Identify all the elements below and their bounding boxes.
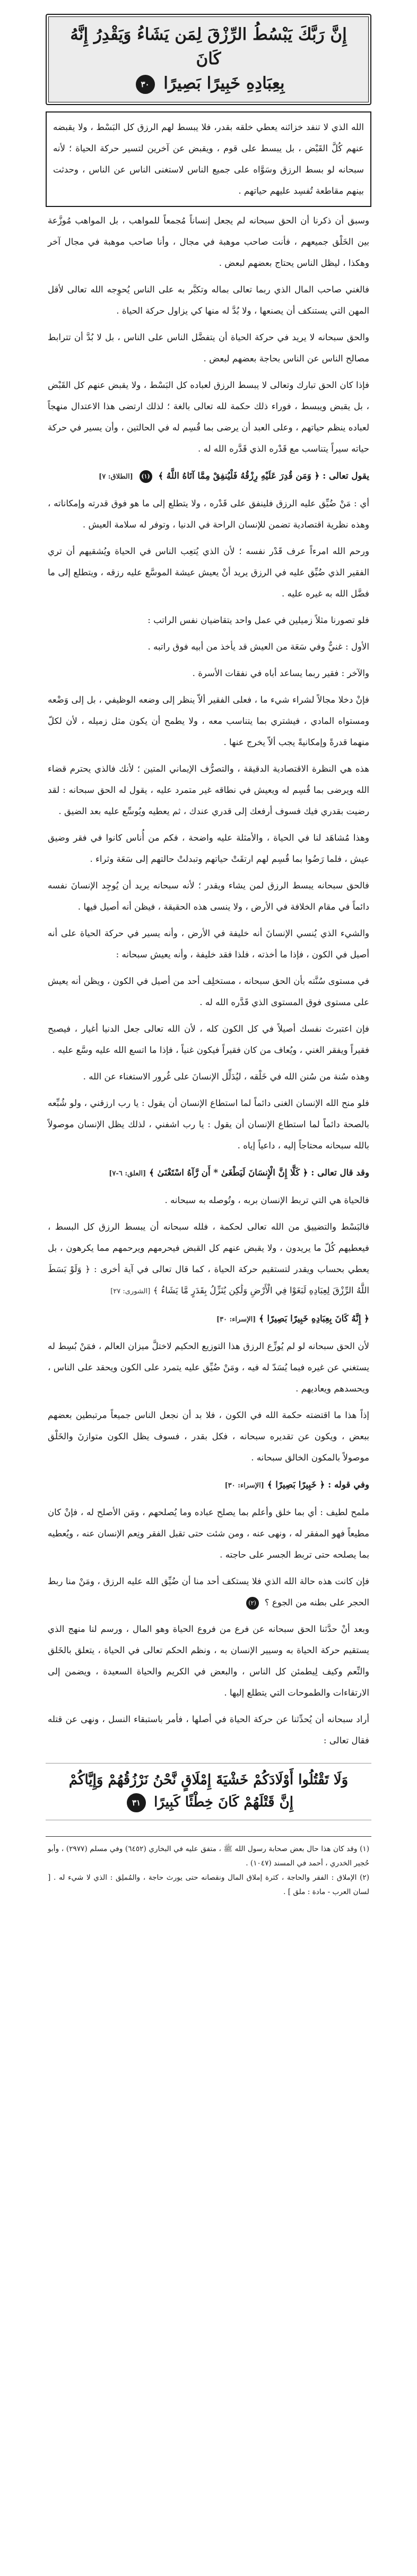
paragraph: والشيء الذي يُنسي الإنسانَ أنه خليفة في الأرض ، وأنه يسير في حركة الحياة على أنه أصيل في الكون ، فإذا ما أخذته ، فلذا فقد خليفة ، وأنه يعيش سبحانه : [48,928,369,959]
quran-quote-khabir [46,1474,371,1497]
paragraph-text: فالبَسْط والتضييق من الله تعالى لحكمة ، فلله سبحانه أن يبسط الرزق كل البسط ، فيعطيهم كُلّ ما يريدون ، ولا يقبض عنهم كل القبض فيحرمهم ويرحمهم مما يكرهون ، بل يعطي بحساب ويقدر لتستقيم حركة الحياة ، كما قال تعالى في آية أخرى : ﴿ وَلَوْ بَسَطَ اللَّهُ الرِّزْقَ لِعِبَادِهِ لَبَغَوْا فِي الْأَرْضِ وَلَٰكِن يُنَزِّلُ بِقَدَرٍ مَّا يَشَاءُ ﴾ [48,1222,369,1295]
footnote: (٢) الإملاق : الفقر والحاجة ، كثرة إملاق المال ونقصانه حتى يورث حاجة ، والمُملِق : الذي لا شيء له . [ لسان العرب - مادة : ملق ] . [48,1873,369,1896]
footnote-marker: (٢) [246,1597,259,1610]
surah-reference: [العلق: ٦-٧] [109,1170,146,1178]
paragraph: أراد سبحانه أن يُحدِّثنا عن حركة الحياة في أصلها ، فأمر باستبقاء النسل ، ونهى عن قتله فقال تعالى : [48,1714,369,1745]
paragraph: فلو منح الله الإنسان الغنى دائماً لما استطاع الإنسان أن يقول : يا رب ارزقني ، ولو شُبِّعه بالصحة دائماً لما استطاع الإنسان أن يقول : يا رب اشفني ، لذلك يظل الإنسان موصولاً بالله سبحانه محتاجاً إليه ، داعياً إياه . [48,1098,369,1151]
paragraph: وبعد أنْ حدَّثنا الحق سبحانه عن فرع من فروع الحياة وهو المال ، ورسم لنا منهج الذي يستقيم حركة الحياة به وسيير الإنسان به ، ونظم الحكم تعالى في الحياة ، يتعلق بالخَلق والنِّعم وكيف لِيطمئن كل الناس ، والبعض في الكريم والحياة السعيدة ، ويضمن إلى الارتقاءات والطموحات التي يتطلع إليها . [48,1624,369,1698]
paragraph: في مستوى سُنَّته بأن الحق سبحانه ، مستخلِف أحد من أصيل في الكون ، ويظن أنه يعيش على مستوى فوق المستوى الذي قَدَّره الله له . [48,976,369,1007]
footnote-divider [46,1836,371,1837]
paragraph: ملمح لطيف : أي بما خلق وأعلم بما يصلح عباده وما يُصلحهم ، ومَن الأصلح له ، فإنْ كان مطيعاً فهو المفقر له ، ونهى عنه ، ومن شئت حتى تقبل الفقر ونِعم الإنسان عنه ، ويُعطيه بما يصلحه حتى تربط الجسر على حاجته . [48,1507,369,1560]
surah-reference: [الشورى: ٢٧] [110,1287,151,1295]
paragraph: ورحم الله امرءاً عرف قَدْر نفسه ؛ لأن الذي يُتعِب الناس في الحياة ويُشقيهم أن تري الفقير الذي ضُيِّق عليه في الرزق يريد أنْ يعيش عيشة الموسَّع عليه رزقه ، ويتطلع إلى ما فضَّل الله به غيره عليه . [48,546,369,599]
quran-quote-talaq [46,465,371,488]
paragraph-intro: الله الذي لا تنفد خزائنه يعطي خلقه بقدر، فلا يبسط لهم الرزق كل البَسْط ، ولا يقبضه عنهم كُلَّ القَبْض ، بل يبسط على قوم ، ويقبض عن آخرين لتسير حركة الحياة ؛ لأنه سبحانه لو بسط الرزق وسَوَّاه على جميع الناس لاستغنى الناس عن الناس ، وحدثت بينهم مقاطعة تُفسِد عليهم حياتهم . [53,122,364,196]
paragraph: إذاً هذا ما اقتضته حكمة الله في الكون ، فلا بد أن نجعل الناس جميعاً مرتبطين بعضهم ببعض ، ويكون عن تقديره سبحانه ، فكل بقدر ، فسوف يظل الكون متوازنَ والخَلْق موصولاً بالمكون الخالق سبحانه . [48,1410,369,1463]
paragraph-with-footnote [46,1571,371,1613]
quote-text: وقد قال تعالى : ﴿ كَلَّا إِنَّ الْإِنسَانَ لَيَطْغَىٰ * أَن رَّآهُ اسْتَغْنَىٰ ﴾ [149,1167,369,1178]
closing-verse [46,1763,371,1820]
paragraph: فالحياة هي التي تربط الإنسان بربه ، وتُوصله به سبحانه . [164,1195,369,1205]
header-verse-banner [46,14,371,105]
footnotes [46,1842,371,1899]
paragraph: وسبق أن ذكرنا أن الحق سبحانه لم يجعل إنساناً مُجمعاً للمواهب ، بل المواهب مُوزَّعة بين الخَلْق جميعهم ، فأنت صاحب موهبة في مجال ، وأنا صاحب موهبة في مجال آخر وهكذا ، ليظل الناس يحتاج بعضهم لبعض . [48,215,369,268]
paragraph: وهذا مُشاهَد لنا في الحياة ، والأمثلة عليه واضحة ، فكم من أُناس كانوا في فقر وضيق عيش ، فلما رَضُوا بما قُسِم لهم ارتقَتْ حياتهم وتبدلتْ حالتهم إلى سَعَة وثراء . [48,833,369,864]
quote-text: وفي قوله : ﴿ خَبِيرًا بَصِيرًا ﴾ [267,1479,369,1490]
closing-verse-line-2 [46,1791,371,1813]
paragraph: فإنْ دخلا مجالاً لشراء شيء ما ، فعلى الفقير ألاّ ينظر إلى وضعه الوظيفي ، بل إلى وَضْعه ومستواه المادي ، فيشتري بما يتناسب معه ، ولا يطمح أن يكون مثل زميله ، لأن لكلّ منهما قدرةً وإمكانيةً يجب ألاّ يخرج عنها . [48,695,369,747]
paragraph: فالغني صاحب المال الذي ربما تعالى بماله وتكبَّر به على الناس يُحوِجه الله تعالى لأقل المهن التي يستنكف أن يصنعها ، ولا بُدَّ له منها كي يزاول حركة الحياة . [48,284,369,316]
surah-reference: [الطلاق: ٧] [99,473,133,481]
paragraph: فلو تصورنا مثلاً زميلين في عمل واحد يتقاضيان نفس الراتب : [147,615,369,625]
surah-reference: [الإسراء: ٣٠] [216,1316,256,1324]
paragraph: والآخر : فقير ربما يساعد أباه في نفقات الأسرة . [192,668,369,678]
quran-quote-alaq [46,1162,371,1185]
paragraph-text: فإن كانت هذه حالة الله الذي فلا يستكف أحد منا أن ضُيِّق الله عليه الرزق ، ومَنْ منا ربط الحجر على بطنه من الجوع ؟ [48,1576,369,1607]
quote-text: يقول تعالى : ﴿ وَمَن قُدِرَ عَلَيْهِ رِزْقُهُ فَلْيُنفِقْ مِمَّا آتَاهُ اللَّهُ ﴾ [158,470,369,481]
ayah-number-badge: ٣٠ [136,75,155,94]
paragraph: الأول : غنيٌّ وفي سَعَة من العيش قد يأخذ من أبيه فوق راتبه . [147,642,369,652]
paragraph: والحق سبحانه لا يريد في حركة الحياة أن يتفضَّل الناس على الناس ، بل لا بُدَّ أن تترابط مصالح الناس عن الناس بحاجة بعضهم لبعض . [48,332,369,364]
paragraph-with-quote [46,1216,371,1302]
paragraph: فإن اعتبرتَ نفسك أصيلاً في كل الكون كله ، لأن الله تعالى جعل الدنيا أغيار ، فيصبح فقيراً ويفقر الغني ، ويُعاف من كان فقيراً فيكون غنياً ، فإذا ما اتسع الله عليه وسَّع عليه . [48,1024,369,1055]
closing-verse-line-1: وَلَا تَقْتُلُوا أَوْلَادَكُمْ خَشْيَةَ إِمْلَاقٍ نَّحْنُ نَرْزُقُهُمْ وَإِيَّاكُمْ [68,1772,349,1788]
header-verse-line-2 [59,71,358,96]
quote-text: ﴿ إِنَّهُ كَانَ بِعِبَادِهِ خَبِيرًا بَصِيرًا ﴾ [259,1313,369,1324]
paragraph: فالحق سبحانه يبسط الرزق لمن يشاء ويقدر ؛ لأنه سبحانه يريد أن يُوجِد الإنسانَ نفسه دائماً في مقام الخلافة في الأرض ، ولا ينسى هذه الحقيقة ، فيظن أنه أصيل فيها . [48,880,369,912]
paragraph: وهذه سُنة من سُنن الله في خَلْقه ، ليُدَلِّل الإنسانَ على غُرور الاستغناء عن الله . [83,1071,369,1082]
paragraph: لأن الحق سبحانه لو لم يُوزِّع الرزق هذا التوزيع الحكيم لاختلَّ ميزان العالم ، فمَنْ بُسِط له يستغني عن غيره فيما يُسَدّ له فيه ، ومَنْ ضُيِّق عليه يتمرد على الكون ويحقد على الناس ، ويحسدهم ويعاديهم . [48,1341,369,1394]
closing-verse-line-2-text: إِنَّ قَتْلَهُمْ كَانَ خِطْئًا كَبِيرًا [154,1794,293,1810]
footnote: (١) وقد كان هذا حال بعض صحابة رسول الله ﷺ ، متفق عليه في البخاري (٦٤٥٢) وفي مسلم (٢٩٧٧) ، وأبو حُجير الخدري ، أحمد في المسند (١٠٤٧) . [48,1845,370,1868]
header-verse-line-2-text: بِعِبَادِهِ خَبِيرًا بَصِيرًا [163,74,285,93]
ayah-number-badge: ٣١ [127,1793,146,1812]
surah-reference: [الإسراء: ٣٠] [224,1482,264,1490]
footnote-marker: (١) [140,470,152,483]
quran-quote-isra [46,1308,371,1330]
header-verse-line-1: إِنَّ رَبَّكَ يَبْسُطُ الرِّزْقَ لِمَن يَشَاءُ وَيَقْدِرُ إِنَّهُ كَانَ [70,25,347,68]
paragraph: فإذا كان الحق تبارك وتعالى لا يبسط الرزق لعباده كل البَسْط ، ولا يقبض عنهم كل القَبْض ، بل يقبض ويبسط ، فوراء ذلك حكمة لله تعالى بالغة ؛ لذلك ارتضى هذا الاعتدال منهجاً لعباده ينظم حياتهم ، وعلى العبد أن يرضى بما قُسِم له في الحالتين ، وأن يسير في حركة حياته سيراً يتناسب مع قَدْره الذي قَدَّره الله له . [48,380,369,454]
paragraph: هذه هي النظرة الاقتصادية الدقيقة ، والتصرُّف الإيماني المتين ؛ لأنك فالذي يحترم قضاء الله ويرضى بما قُسِم له ويعيش في نطاقه غير متمرد عليه ، يقول له الحق سبحانه : لقد رضيت بقدري فيك فسوف أرفعك إلى قدري عندك ، ثم يعطيه ويُوسِّع عليه بعد الضيق . [48,764,369,816]
paragraph: أي : مَنْ ضُيِّق عليه الرزق فلينفق على قَدْره ، ولا يتطلع إلى ما هو فوق قدرته وإمكاناته ، وهذه نظرية اقتصادية تضمن للإنسان الراحة في الدنيا ، وتوفر له سلامة العيش . [48,498,369,530]
intro-box [46,111,371,207]
